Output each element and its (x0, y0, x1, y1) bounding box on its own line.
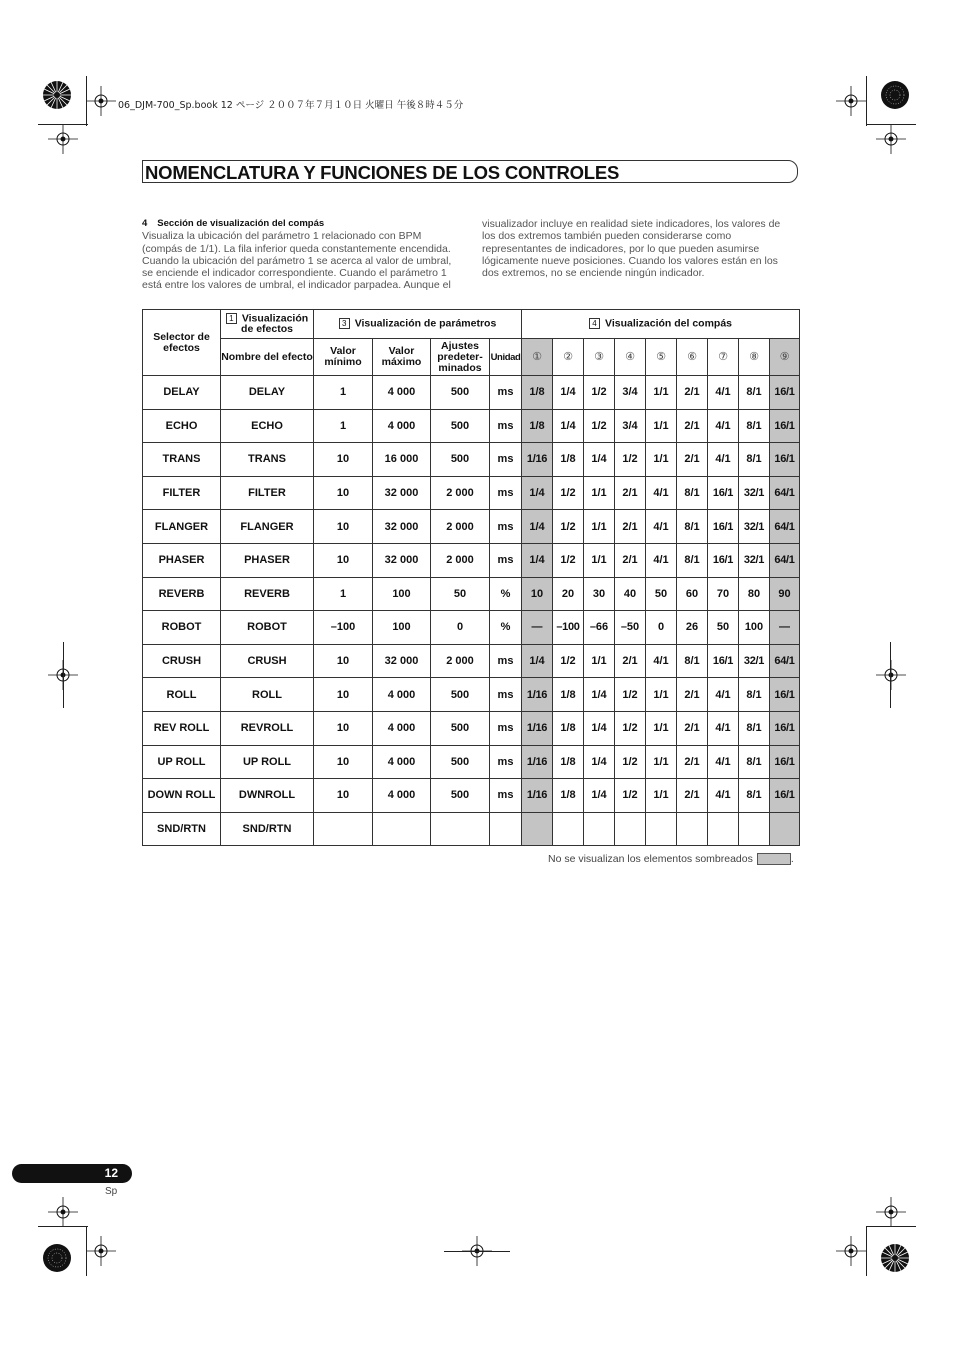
intro-line: representantes de indicadores, por lo que pueden asumirse (482, 242, 760, 255)
cell-beat-position-5: 4/1 (646, 644, 677, 678)
cell-beat-position-3: 1/4 (584, 678, 615, 712)
cell-beat-position-8: 8/1 (739, 443, 770, 477)
section-heading-text: Sección de visualización del compás (157, 218, 325, 229)
cell-beat-position-5: 4/1 (646, 476, 677, 510)
intro-line: se enciende el indicador correspondiente. Cuando el parámetro 1 (142, 267, 447, 280)
effects-table-body (143, 376, 800, 846)
crosshair-mark-bottom-right (836, 1236, 866, 1266)
cell-preset-value: 500 (431, 409, 490, 443)
cell-beat-position-7: 4/1 (708, 443, 739, 477)
cell-beat-position-6: 2/1 (677, 711, 708, 745)
cell-beat-position-3: 1/1 (584, 543, 615, 577)
cell-min-value: 10 (314, 644, 373, 678)
page-number: 12 (104, 1166, 118, 1180)
cell-beat-position-4: 1/2 (615, 711, 646, 745)
crop-line (86, 1226, 87, 1276)
cell-beat-position-2 (553, 812, 584, 846)
cell-beat-position-2: 20 (553, 577, 584, 611)
cell-beat-position-1: 1/4 (522, 476, 553, 510)
cell-beat-position-8: 8/1 (739, 409, 770, 443)
cell-min-value: 10 (314, 711, 373, 745)
cell-beat-position-7: 4/1 (708, 745, 739, 779)
header-position-2: ② (553, 339, 584, 376)
intro-line: Cuando la ubicación del parámetro 1 se acerca al valor de umbral, (142, 254, 452, 267)
cell-unit: ms (490, 779, 522, 813)
cell-beat-position-6: 2/1 (677, 376, 708, 410)
cell-beat-position-2: 1/8 (553, 711, 584, 745)
cell-beat-position-6 (677, 812, 708, 846)
cell-min-value: 1 (314, 577, 373, 611)
intro-left-column (142, 218, 462, 292)
cell-selector: UP ROLL (143, 745, 221, 779)
cell-max-value: 4 000 (373, 711, 431, 745)
cell-beat-position-5: 50 (646, 577, 677, 611)
intro-line: Visualiza la ubicación del parámetro 1 relacionado con BPM (142, 230, 422, 243)
cell-beat-position-6: 8/1 (677, 543, 708, 577)
cell-max-value: 32 000 (373, 510, 431, 544)
cell-beat-position-3: 1/2 (584, 409, 615, 443)
cell-selector: DOWN ROLL (143, 779, 221, 813)
cell-selector: FILTER (143, 476, 221, 510)
table-row (143, 678, 800, 712)
cell-beat-position-5: 4/1 (646, 510, 677, 544)
table-row (143, 644, 800, 678)
cell-min-value: –100 (314, 611, 373, 645)
cell-beat-position-4: 2/1 (615, 543, 646, 577)
cell-beat-position-6: 2/1 (677, 409, 708, 443)
crosshair-mark-left-top (48, 124, 78, 154)
cell-beat-position-8: 32/1 (739, 510, 770, 544)
cell-beat-position-2: 1/8 (553, 779, 584, 813)
cell-beat-position-5: 1/1 (646, 409, 677, 443)
header-group-parameters-label: Visualización de parámetros (354, 317, 497, 330)
cell-beat-position-6: 2/1 (677, 678, 708, 712)
cell-beat-position-2: 1/2 (553, 510, 584, 544)
table-row (143, 779, 800, 813)
crop-line (866, 124, 916, 125)
cell-beat-position-5: 1/1 (646, 443, 677, 477)
table-row (143, 443, 800, 477)
cell-beat-position-6: 2/1 (677, 443, 708, 477)
section-heading-number: 4 (142, 218, 148, 229)
cell-beat-position-8: 8/1 (739, 376, 770, 410)
cell-preset-value: 500 (431, 376, 490, 410)
cell-min-value: 1 (314, 409, 373, 443)
cell-unit: ms (490, 644, 522, 678)
cell-max-value: 4 000 (373, 779, 431, 813)
cell-beat-position-4 (615, 812, 646, 846)
cell-min-value: 10 (314, 443, 373, 477)
cell-effect-name: PHASER (221, 543, 314, 577)
cell-beat-position-6: 2/1 (677, 745, 708, 779)
crosshair-mark-top-right (836, 86, 866, 116)
cell-beat-position-6: 8/1 (677, 476, 708, 510)
cell-beat-position-5: 0 (646, 611, 677, 645)
cell-beat-position-1: 1/16 (522, 678, 553, 712)
header-position-1: ① (522, 339, 553, 376)
cell-beat-position-4: 2/1 (615, 476, 646, 510)
cell-unit: % (490, 577, 522, 611)
cell-beat-position-4: 2/1 (615, 644, 646, 678)
cell-preset-value: 500 (431, 745, 490, 779)
cell-unit: ms (490, 510, 522, 544)
cell-beat-position-4: 1/2 (615, 745, 646, 779)
cell-beat-position-1: 1/4 (522, 644, 553, 678)
cell-beat-position-5: 4/1 (646, 543, 677, 577)
cell-unit: ms (490, 543, 522, 577)
book-file-line: 06_DJM-700_Sp.book 12 ページ ２００７年７月１０日 火曜日 午後８時４５分 (118, 100, 464, 111)
callout-box-number: 1 (226, 313, 237, 324)
cell-effect-name: ROLL (221, 678, 314, 712)
cell-beat-position-9: 90 (770, 577, 800, 611)
cell-beat-position-7: 70 (708, 577, 739, 611)
cell-beat-position-1: 1/16 (522, 443, 553, 477)
cell-beat-position-9: 16/1 (770, 409, 800, 443)
cell-beat-position-7: 4/1 (708, 376, 739, 410)
cell-beat-position-7: 4/1 (708, 409, 739, 443)
cell-selector: ROLL (143, 678, 221, 712)
registration-rosette-top-left (42, 80, 72, 110)
registration-rosette-top-right (880, 80, 910, 110)
header-position-4: ④ (615, 339, 646, 376)
cell-selector: SND/RTN (143, 812, 221, 846)
crop-line (866, 76, 867, 126)
cell-beat-position-7: 4/1 (708, 711, 739, 745)
crosshair-mark-right-middle (876, 660, 906, 690)
cell-beat-position-1: — (522, 611, 553, 645)
cell-beat-position-9: 16/1 (770, 678, 800, 712)
cell-preset-value: 50 (431, 577, 490, 611)
header-position-3: ③ (584, 339, 615, 376)
crosshair-mark-right-bottom (876, 1197, 906, 1227)
cell-beat-position-4: 40 (615, 577, 646, 611)
cell-beat-position-8: 8/1 (739, 745, 770, 779)
cell-beat-position-1: 1/8 (522, 376, 553, 410)
section-title-bar (142, 160, 798, 183)
cell-min-value: 1 (314, 376, 373, 410)
registration-rosette-bottom-right (880, 1243, 910, 1273)
cell-effect-name: ROBOT (221, 611, 314, 645)
cell-max-value: 4 000 (373, 376, 431, 410)
cell-unit: ms (490, 711, 522, 745)
cell-max-value: 16 000 (373, 443, 431, 477)
cell-beat-position-8: 32/1 (739, 543, 770, 577)
cell-beat-position-6: 26 (677, 611, 708, 645)
cell-effect-name: REVROLL (221, 711, 314, 745)
cell-beat-position-7: 4/1 (708, 678, 739, 712)
cell-beat-position-1: 1/16 (522, 779, 553, 813)
crop-line (890, 642, 891, 708)
cell-beat-position-8: 8/1 (739, 678, 770, 712)
cell-max-value: 100 (373, 611, 431, 645)
cell-preset-value: 0 (431, 611, 490, 645)
cell-max-value: 4 000 (373, 745, 431, 779)
cell-beat-position-2: 1/4 (553, 376, 584, 410)
cell-effect-name: DELAY (221, 376, 314, 410)
cell-beat-position-6: 2/1 (677, 779, 708, 813)
crosshair-mark-right-top (876, 124, 906, 154)
cell-beat-position-4: 1/2 (615, 678, 646, 712)
cell-beat-position-8: 32/1 (739, 644, 770, 678)
cell-beat-position-4: 1/2 (615, 443, 646, 477)
cell-preset-value: 2 000 (431, 644, 490, 678)
cell-preset-value: 500 (431, 711, 490, 745)
cell-beat-position-1: 1/4 (522, 510, 553, 544)
section-title: NOMENCLATURA Y FUNCIONES DE LOS CONTROLES (145, 162, 620, 183)
page-number-tab (12, 1164, 132, 1183)
cell-effect-name: TRANS (221, 443, 314, 477)
table-row (143, 611, 800, 645)
cell-beat-position-8 (739, 812, 770, 846)
crosshair-mark-top-left (86, 86, 116, 116)
cell-selector: TRANS (143, 443, 221, 477)
cell-beat-position-7 (708, 812, 739, 846)
cell-beat-position-2: 1/2 (553, 644, 584, 678)
intro-line: (compás de 1/1). La fila inferior queda constantemente encendida. (142, 242, 451, 255)
cell-beat-position-9: 16/1 (770, 376, 800, 410)
effects-table (142, 309, 800, 846)
cell-effect-name: CRUSH (221, 644, 314, 678)
header-effect-name: Nombre del efecto (221, 339, 314, 376)
cell-beat-position-7: 16/1 (708, 543, 739, 577)
cell-beat-position-5: 1/1 (646, 678, 677, 712)
cell-beat-position-8: 8/1 (739, 711, 770, 745)
header-min-value: Valor mínimo (314, 339, 373, 376)
cell-beat-position-3: 1/4 (584, 779, 615, 813)
cell-effect-name: SND/RTN (221, 812, 314, 846)
intro-right-column (482, 218, 798, 279)
cell-max-value (373, 812, 431, 846)
cell-selector: DELAY (143, 376, 221, 410)
cell-beat-position-3: 1/4 (584, 711, 615, 745)
intro-line: visualizador incluye en realidad siete indicadores, los valores de (482, 218, 781, 230)
cell-beat-position-5: 1/1 (646, 745, 677, 779)
cell-min-value: 10 (314, 510, 373, 544)
header-position-7: ⑦ (708, 339, 739, 376)
cell-selector: PHASER (143, 543, 221, 577)
cell-min-value: 10 (314, 745, 373, 779)
cell-beat-position-6: 60 (677, 577, 708, 611)
cell-max-value: 32 000 (373, 543, 431, 577)
cell-selector: REV ROLL (143, 711, 221, 745)
callout-box-number: 3 (339, 318, 350, 329)
crop-line (444, 1251, 510, 1252)
cell-beat-position-1: 1/4 (522, 543, 553, 577)
header-position-9: ⑨ (770, 339, 800, 376)
cell-unit: ms (490, 745, 522, 779)
cell-beat-position-1: 1/16 (522, 745, 553, 779)
table-row (143, 543, 800, 577)
table-row (143, 812, 800, 846)
cell-beat-position-6: 8/1 (677, 510, 708, 544)
callout-box-number: 4 (589, 318, 600, 329)
table-row (143, 376, 800, 410)
cell-unit: ms (490, 476, 522, 510)
section-heading (142, 218, 462, 230)
table-row (143, 577, 800, 611)
header-unit: Unidad (490, 339, 522, 376)
cell-beat-position-7: 16/1 (708, 510, 739, 544)
shading-note-end: . (790, 853, 794, 865)
header-group-effects-display (221, 310, 314, 339)
intro-line: lógicamente nueve posiciones. Cuando los valores están en los (482, 254, 778, 267)
cell-beat-position-1: 10 (522, 577, 553, 611)
cell-beat-position-9: 64/1 (770, 476, 800, 510)
cell-beat-position-4: –50 (615, 611, 646, 645)
cell-unit: ms (490, 376, 522, 410)
cell-preset-value: 2 000 (431, 510, 490, 544)
cell-beat-position-3 (584, 812, 615, 846)
cell-preset-value: 2 000 (431, 476, 490, 510)
cell-selector: REVERB (143, 577, 221, 611)
shaded-swatch (757, 853, 791, 865)
cell-beat-position-9: 16/1 (770, 711, 800, 745)
cell-beat-position-4: 3/4 (615, 376, 646, 410)
table-row (143, 711, 800, 745)
intro-line: los dos extremos también pueden considerarse como (482, 230, 732, 243)
cell-min-value: 10 (314, 779, 373, 813)
cell-beat-position-7: 16/1 (708, 476, 739, 510)
cell-max-value: 4 000 (373, 678, 431, 712)
cell-beat-position-5: 1/1 (646, 376, 677, 410)
cell-beat-position-1 (522, 812, 553, 846)
cell-beat-position-9: 64/1 (770, 543, 800, 577)
header-group-beat-label: Visualización del compás (605, 317, 733, 330)
cell-beat-position-8: 8/1 (739, 779, 770, 813)
cell-beat-position-9: 16/1 (770, 443, 800, 477)
cell-selector: ROBOT (143, 611, 221, 645)
cell-beat-position-9: 16/1 (770, 779, 800, 813)
cell-beat-position-9: 64/1 (770, 644, 800, 678)
cell-unit: ms (490, 443, 522, 477)
cell-beat-position-3: 1/4 (584, 745, 615, 779)
cell-beat-position-2: 1/2 (553, 543, 584, 577)
intro-line: está entre los valores de umbral, el indicador parpadea. Aunque el (142, 279, 451, 292)
cell-beat-position-2: 1/4 (553, 409, 584, 443)
cell-beat-position-3: –66 (584, 611, 615, 645)
cell-preset-value: 500 (431, 779, 490, 813)
table-row (143, 476, 800, 510)
cell-min-value: 10 (314, 543, 373, 577)
shading-note-text: No se visualizan los elementos sombreados (548, 853, 753, 865)
crop-line (866, 1226, 916, 1227)
cell-beat-position-8: 32/1 (739, 476, 770, 510)
cell-preset-value: 2 000 (431, 543, 490, 577)
table-row (143, 510, 800, 544)
header-position-6: ⑥ (677, 339, 708, 376)
cell-selector: FLANGER (143, 510, 221, 544)
table-row (143, 745, 800, 779)
crop-line (86, 76, 87, 126)
cell-beat-position-3: 1/4 (584, 443, 615, 477)
cell-effect-name: UP ROLL (221, 745, 314, 779)
cell-beat-position-3: 1/1 (584, 510, 615, 544)
cell-beat-position-7: 4/1 (708, 779, 739, 813)
cell-beat-position-7: 16/1 (708, 644, 739, 678)
cell-effect-name: FILTER (221, 476, 314, 510)
cell-beat-position-8: 80 (739, 577, 770, 611)
table-row (143, 409, 800, 443)
crop-line (866, 1226, 867, 1276)
language-code: Sp (105, 1186, 118, 1197)
cell-beat-position-7: 50 (708, 611, 739, 645)
cell-min-value (314, 812, 373, 846)
cell-max-value: 32 000 (373, 644, 431, 678)
cell-unit: ms (490, 678, 522, 712)
crop-line (38, 1226, 88, 1227)
cell-beat-position-2: –100 (553, 611, 584, 645)
cell-min-value: 10 (314, 476, 373, 510)
cell-max-value: 100 (373, 577, 431, 611)
header-group-parameters (314, 310, 522, 339)
cell-max-value: 32 000 (373, 476, 431, 510)
cell-beat-position-1: 1/16 (522, 711, 553, 745)
cell-preset-value (431, 812, 490, 846)
cell-beat-position-1: 1/8 (522, 409, 553, 443)
cell-beat-position-2: 1/2 (553, 476, 584, 510)
cell-beat-position-3: 1/1 (584, 476, 615, 510)
cell-effect-name: FLANGER (221, 510, 314, 544)
cell-effect-name: ECHO (221, 409, 314, 443)
cell-beat-position-5: 1/1 (646, 779, 677, 813)
cell-beat-position-5 (646, 812, 677, 846)
cell-preset-value: 500 (431, 443, 490, 477)
cell-beat-position-3: 1/2 (584, 376, 615, 410)
cell-beat-position-8: 100 (739, 611, 770, 645)
registration-rosette-bottom-left (42, 1243, 72, 1273)
cell-beat-position-5: 1/1 (646, 711, 677, 745)
cell-beat-position-3: 30 (584, 577, 615, 611)
crop-line (63, 642, 64, 708)
cell-min-value: 10 (314, 678, 373, 712)
cell-max-value: 4 000 (373, 409, 431, 443)
cell-beat-position-9: 64/1 (770, 510, 800, 544)
header-group-effects-label: Visualización de efectos (241, 312, 309, 336)
cell-beat-position-2: 1/8 (553, 678, 584, 712)
header-position-5: ⑤ (646, 339, 677, 376)
cell-unit: ms (490, 409, 522, 443)
header-max-value: Valor máximo (373, 339, 431, 376)
cell-effect-name: DWNROLL (221, 779, 314, 813)
header-selector: Selector de efectos (143, 310, 221, 376)
crosshair-mark-left-bottom (48, 1197, 78, 1227)
shading-note (548, 853, 794, 865)
cell-beat-position-4: 3/4 (615, 409, 646, 443)
cell-selector: CRUSH (143, 644, 221, 678)
cell-beat-position-4: 1/2 (615, 779, 646, 813)
cell-preset-value: 500 (431, 678, 490, 712)
header-position-8: ⑧ (739, 339, 770, 376)
crop-line (38, 124, 88, 125)
header-group-beat-display (522, 310, 800, 339)
cell-unit: % (490, 611, 522, 645)
cell-effect-name: REVERB (221, 577, 314, 611)
cell-beat-position-3: 1/1 (584, 644, 615, 678)
cell-beat-position-2: 1/8 (553, 745, 584, 779)
cell-beat-position-9: 16/1 (770, 745, 800, 779)
cell-beat-position-4: 2/1 (615, 510, 646, 544)
cell-beat-position-9: — (770, 611, 800, 645)
cell-beat-position-9 (770, 812, 800, 846)
cell-selector: ECHO (143, 409, 221, 443)
intro-line: dos extremos, no se enciende ningún indicador. (482, 267, 705, 280)
crosshair-mark-bottom-left (86, 1236, 116, 1266)
header-preset-value: Ajustes predeter-minados (431, 339, 490, 376)
cell-unit (490, 812, 522, 846)
cell-beat-position-2: 1/8 (553, 443, 584, 477)
cell-beat-position-6: 8/1 (677, 644, 708, 678)
